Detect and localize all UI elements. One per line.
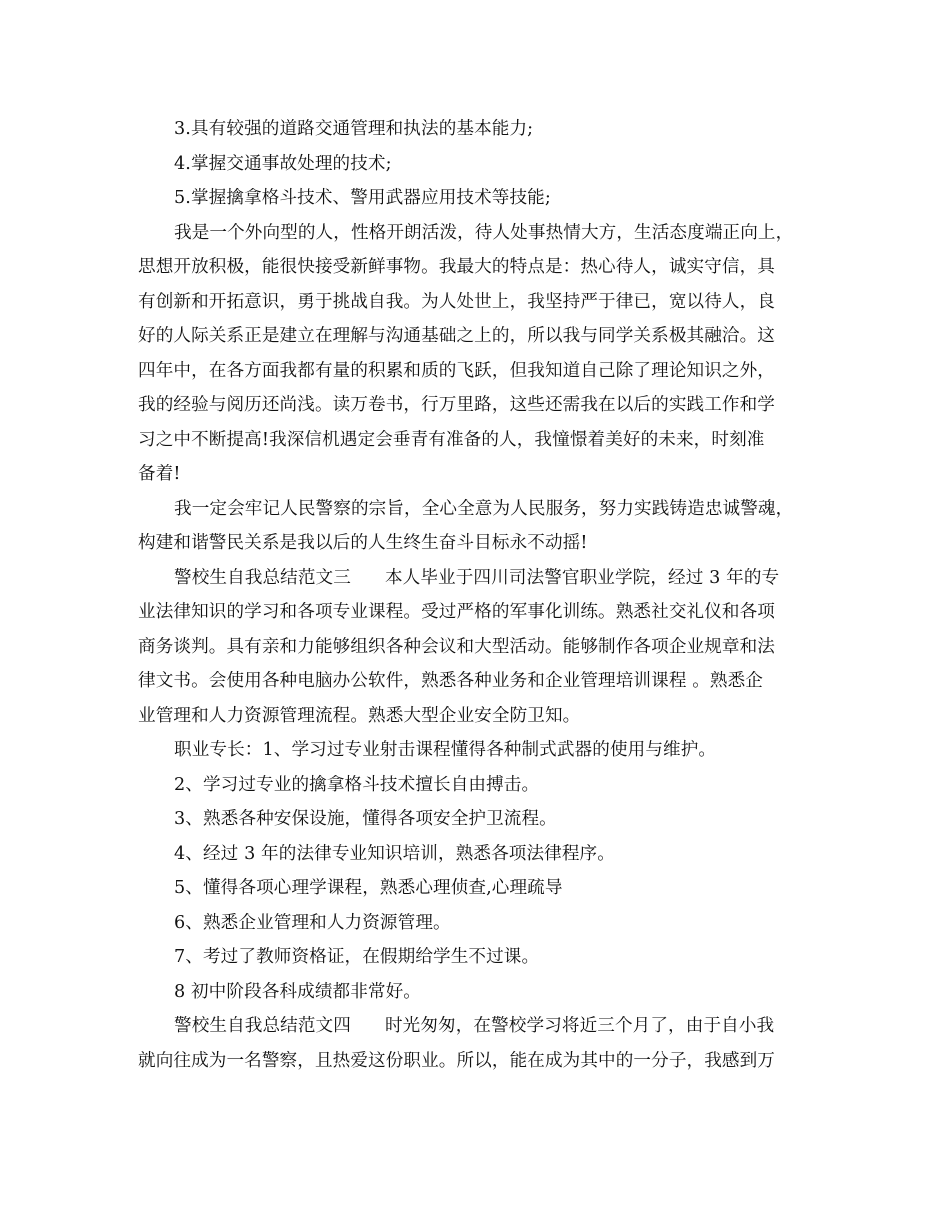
document-body <box>138 112 814 1078</box>
text-line: 思想开放积极，能很快接受新鲜事物。我最大的特点是：热心待人，诚实守信，具 <box>138 257 775 277</box>
text-line: 我的经验与阅历还尚浅。读万卷书，行万里路，这些还需我在以后的实践工作和学 <box>138 395 775 415</box>
section-heading: 警校生自我总结范文四 <box>174 1016 351 1036</box>
list-item: 8 初中阶段各科成绩都非常好。 <box>174 981 422 1002</box>
text-line: 有创新和开拓意识，勇于挑战自我。为人处世上，我坚持严于律已，宽以待人，良 <box>138 291 775 312</box>
section-lead-text: 时光匆匆，在警校学习将近三个月了，由于自小我 <box>384 1016 775 1036</box>
text-line: 我一定会牢记人民警察的宗旨，全心全意为人民服务，努力实践铸造忠诚警魂， <box>174 498 794 519</box>
section-heading-line <box>138 1009 814 1044</box>
text-line: 好的人际关系正是建立在理解与沟通基础之上的，所以我与同学关系极其融洽。这 <box>138 326 775 346</box>
text-line: 商务谈判。具有亲和力能够组织各种会议和大型活动。能够制作各项企业规章和法 <box>138 636 775 657</box>
list-item: 2、学习过专业的擒拿格斗技术擅长自由搏击。 <box>174 774 540 795</box>
text-line: 我是一个外向型的人，性格开朗活泼，待人处事热情大方，生活态度端正向上， <box>174 222 794 243</box>
text-line: 律文书。会使用各种电脑办公软件，熟悉各种业务和企业管理培训课程 。熟悉企 <box>138 671 763 691</box>
section-lead-text: 本人毕业于四川司法警官职业学院，经过 3 年的专 <box>384 567 780 588</box>
list-item: 5、懂得各项心理学课程，熟悉心理侦查,心理疏导 <box>174 878 563 898</box>
text-line: 3.具有较强的道路交通管理和执法的基本能力; <box>174 119 534 139</box>
text-line: 备着! <box>138 464 181 484</box>
text-line: 业法律知识的学习和各项专业课程。受过严格的军事化训练。熟悉社交礼仪和各项 <box>138 602 775 622</box>
text-line: 就向往成为一名警察，且热爱这份职业。所以，能在成为其中的一分子，我感到万 <box>138 1050 775 1071</box>
list-item: 6、熟悉企业管理和人力资源管理。 <box>174 912 451 933</box>
list-item: 职业专长：1、学习过专业射击课程懂得各种制式武器的使用与维护。 <box>174 740 717 760</box>
section-heading-line <box>138 561 814 596</box>
list-item: 7、考过了教师资格证，在假期给学生不过课。 <box>174 947 540 967</box>
list-item: 4、经过 3 年的法律专业知识培训，熟悉各项法律程序。 <box>174 843 615 864</box>
text-line: 四年中，在各方面我都有量的积累和质的飞跃，但我知道自己除了理论知识之外， <box>138 360 775 381</box>
section-heading: 警校生自我总结范文三 <box>174 567 351 588</box>
list-item: 3、熟悉各种安保设施，懂得各项安全护卫流程。 <box>174 809 557 829</box>
text-line: 业管理和人力资源管理流程。熟悉大型企业安全防卫知。 <box>138 705 581 726</box>
text-line: 5.掌握擒拿格斗技术、警用武器应用技术等技能; <box>174 188 551 208</box>
text-line: 习之中不断提高!我深信机遇定会垂青有准备的人，我憧憬着美好的未来，时刻准 <box>138 429 765 450</box>
text-line: 4.掌握交通事故处理的技术; <box>174 153 392 174</box>
text-line: 构建和谐警民关系是我以后的人生终生奋斗目标永不动摇! <box>138 533 588 553</box>
